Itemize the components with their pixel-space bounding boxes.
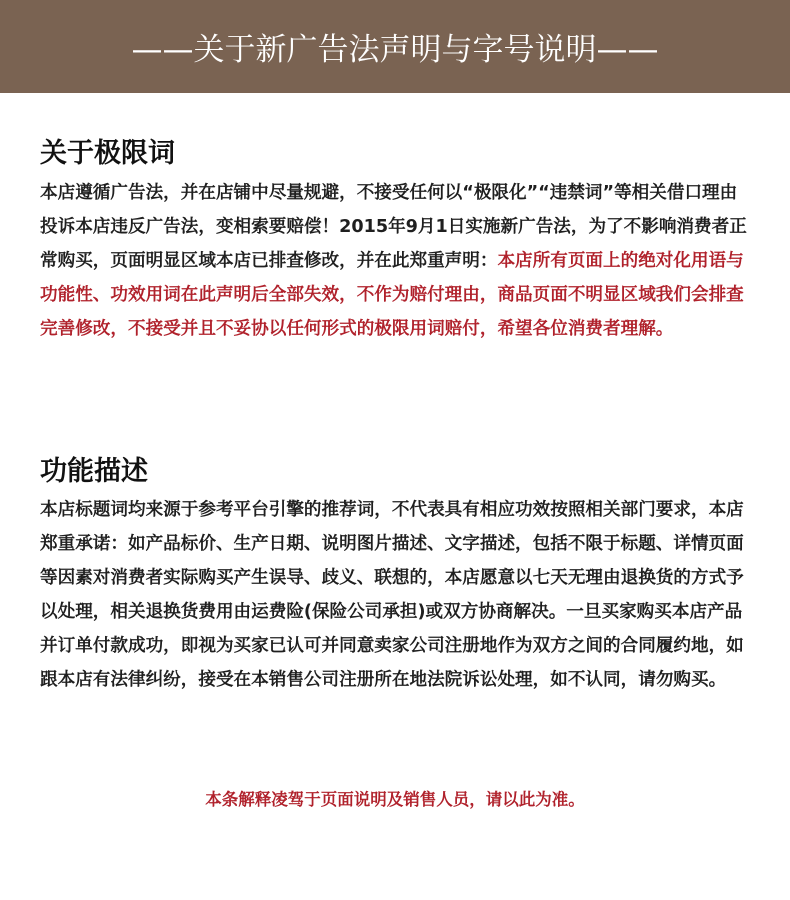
header-banner	[0, 0, 790, 93]
extreme-words-statement: 本店所有页面上的绝对化用语与功能性、功效用词在此声明后全部失效，不作为赔付理由，商品页面不明显区域我们会排查完善修改，不接受并且不妥协以任何形式的极限用词赔付，希望各位消费者理解。	[40, 251, 744, 339]
footer-note: 本条解释凌驾于页面说明及销售人员，请以此为准。	[205, 790, 585, 809]
header-title: ——关于新广告法声明与字号说明——	[131, 32, 659, 68]
function-description-paragraph: 本店标题词均来源于参考平台引擎的推荐词，不代表具有相应功效按照相关部门要求，本店郑重承诺：如产品标价、生产日期、说明图片描述、文字描述，包括不限于标题、详情页面等因素对消费者实际购买产生误导、歧义、联想的，本店愿意以七天无理由退换货的方式予以处理，相关退换货费用由运费险(保险公司承担)或双方协商解决。一旦买家购买本店产品并订单付款成功，即视为买家已认可并同意卖家公司注册地作为双方之间的合同履约地，如跟本店有法律纠纷，接受在本销售公司注册所在地法院诉讼处理，如不认同，请勿购买。	[40, 500, 744, 690]
extreme-words-text: 本店遵循广告法，并在店铺中尽量规避，不接受任何以“极限化”“违禁词”等相关借口理由投诉本店违反广告法，变相索要赔偿！2015年9月1日实施新广告法，为了不影响消费者正常购买，页面明显区域本店已排查修改，并在此郑重声明：	[40, 183, 747, 271]
section-title-function-description: 功能描述	[40, 456, 148, 487]
section-title-extreme-words: 关于极限词	[40, 138, 175, 169]
extreme-words-paragraph	[40, 176, 752, 346]
